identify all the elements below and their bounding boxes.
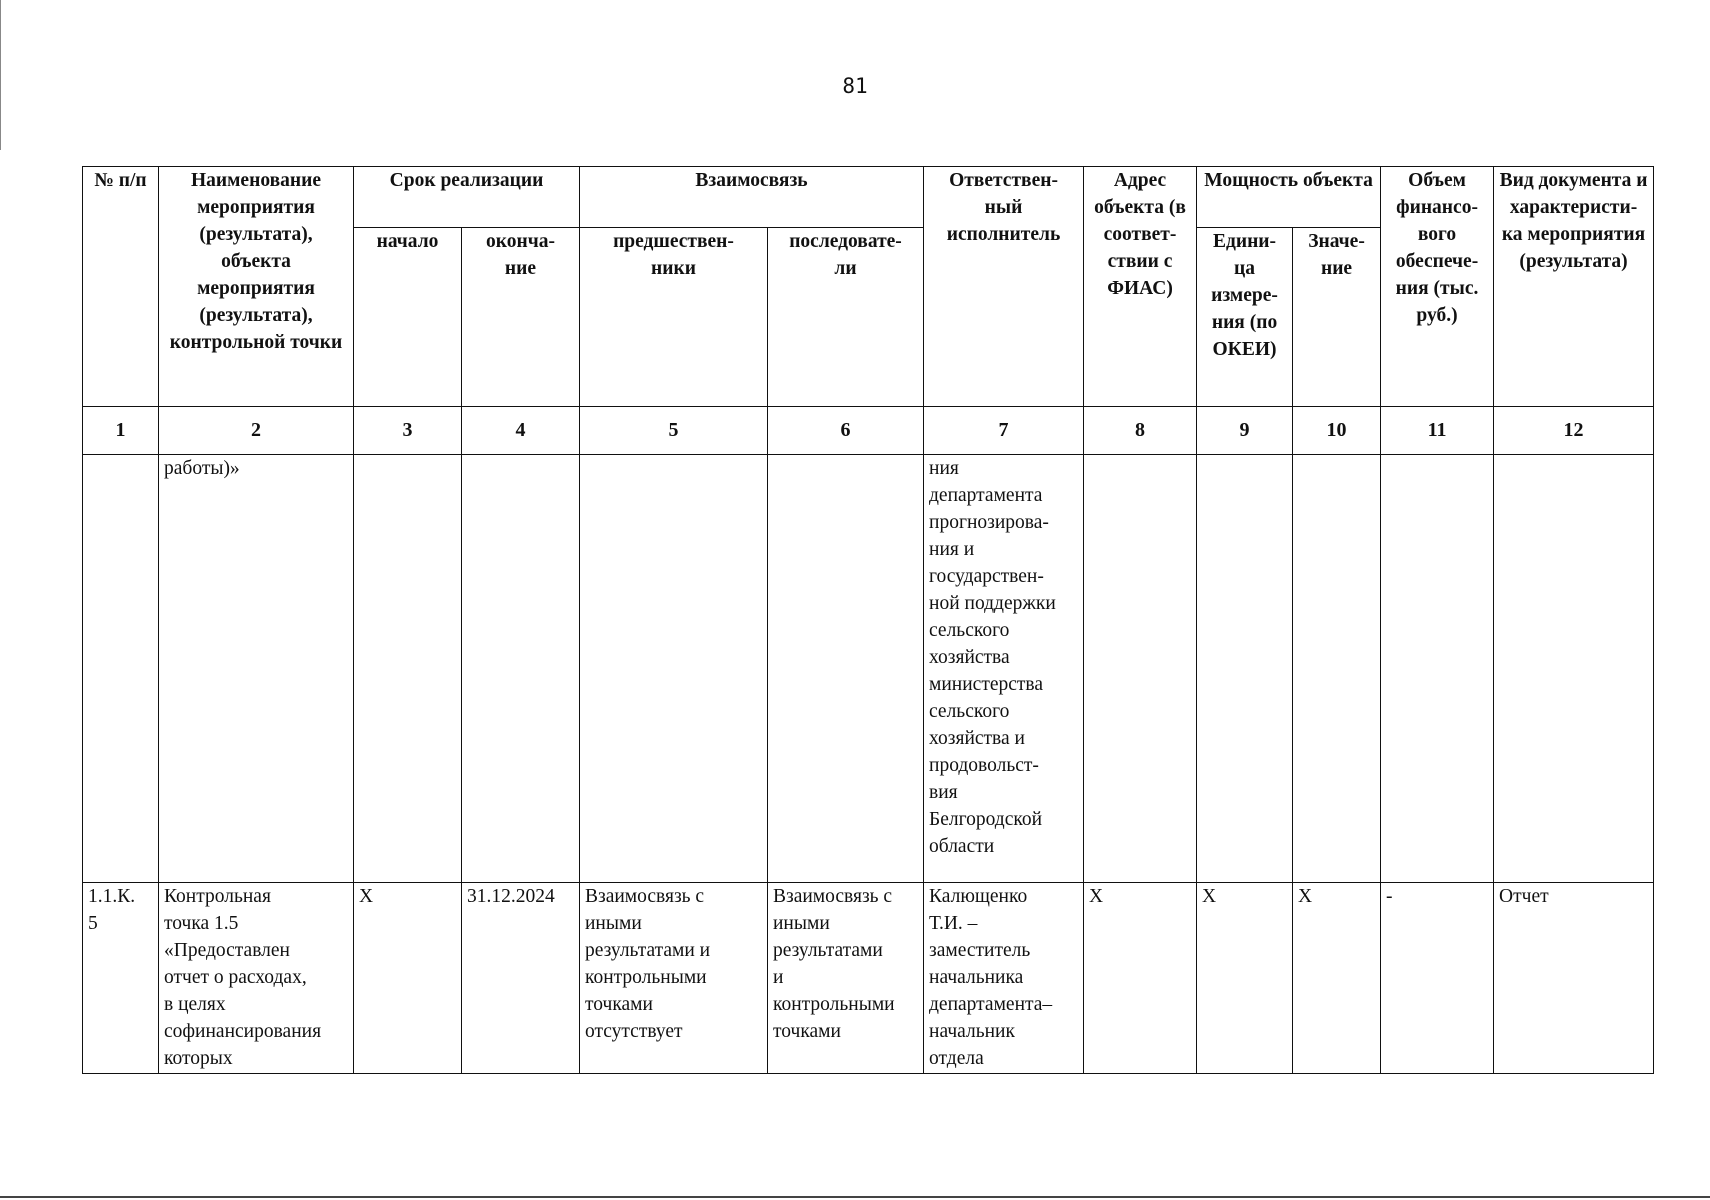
column-number: 8 (1084, 407, 1197, 455)
header-funding: Объем финансо- вого обеспече- ния (тыс. руб.) (1381, 167, 1494, 407)
cell-responsible: Калющенко Т.И. – заместитель начальника департамента– начальник отдела (924, 883, 1084, 1074)
column-number: 9 (1197, 407, 1293, 455)
column-number: 11 (1381, 407, 1494, 455)
table-row (83, 883, 1654, 1074)
column-number: 6 (768, 407, 924, 455)
header-term-end: оконча- ние (462, 228, 580, 407)
header-name: Наименование мероприятия (результата), объекта мероприятия (результата), контрольной точки (159, 167, 354, 407)
cell-doc: Отчет (1494, 883, 1654, 1074)
scan-edge-bottom (0, 1196, 1710, 1198)
header-address: Адрес объекта (в соответ- ствии с ФИАС) (1084, 167, 1197, 407)
cell-end (462, 455, 580, 883)
header-rel-prev: предшествен- ники (580, 228, 768, 407)
column-number: 3 (354, 407, 462, 455)
cell-value: X (1293, 883, 1381, 1074)
column-number: 4 (462, 407, 580, 455)
header-responsible: Ответствен- ный исполнитель (924, 167, 1084, 407)
cell-start: X (354, 883, 462, 1074)
column-number: 12 (1494, 407, 1654, 455)
cell-unit: X (1197, 883, 1293, 1074)
header-term: Срок реализации (354, 167, 580, 228)
column-number: 10 (1293, 407, 1381, 455)
header-term-start: начало (354, 228, 462, 407)
header-doc-type: Вид документа и характеристи- ка мероприятия (результата) (1494, 167, 1654, 407)
cell-start (354, 455, 462, 883)
column-number: 1 (83, 407, 159, 455)
cell-responsible: ния департамента прогнозирова- ния и государствен- ной поддержки сельского хозяйства министерства сельского хозяйства и продовольст- вия Белгородской области (924, 455, 1084, 883)
cell-end: 31.12.2024 (462, 883, 580, 1074)
cell-unit (1197, 455, 1293, 883)
cell-funding (1381, 455, 1494, 883)
page-number: 81 (842, 74, 868, 98)
cell-next: Взаимосвязь с иными результатами и контрольными точками (768, 883, 924, 1074)
cell-num: 1.1.К. 5 (83, 883, 159, 1074)
cell-name: Контрольная точка 1.5 «Предоставлен отчет о расходах, в целях софинансирования которых (159, 883, 354, 1074)
header-cap-value: Значе- ние (1293, 228, 1381, 407)
header-num: № п/п (83, 167, 159, 407)
cell-num (83, 455, 159, 883)
header-capacity: Мощность объекта (1197, 167, 1381, 228)
table-row (83, 455, 1654, 883)
cell-name: работы)» (159, 455, 354, 883)
cell-address: X (1084, 883, 1197, 1074)
cell-address (1084, 455, 1197, 883)
cell-doc (1494, 455, 1654, 883)
cell-prev: Взаимосвязь с иными результатами и контрольными точками отсутствует (580, 883, 768, 1074)
events-table (82, 166, 1654, 1074)
header-relation: Взаимосвязь (580, 167, 924, 228)
cell-prev (580, 455, 768, 883)
column-number: 5 (580, 407, 768, 455)
header-rel-next: последовате- ли (768, 228, 924, 407)
cell-funding: - (1381, 883, 1494, 1074)
cell-next (768, 455, 924, 883)
column-number: 2 (159, 407, 354, 455)
column-number: 7 (924, 407, 1084, 455)
header-cap-unit: Едини- ца измере- ния (по ОКЕИ) (1197, 228, 1293, 407)
cell-value (1293, 455, 1381, 883)
